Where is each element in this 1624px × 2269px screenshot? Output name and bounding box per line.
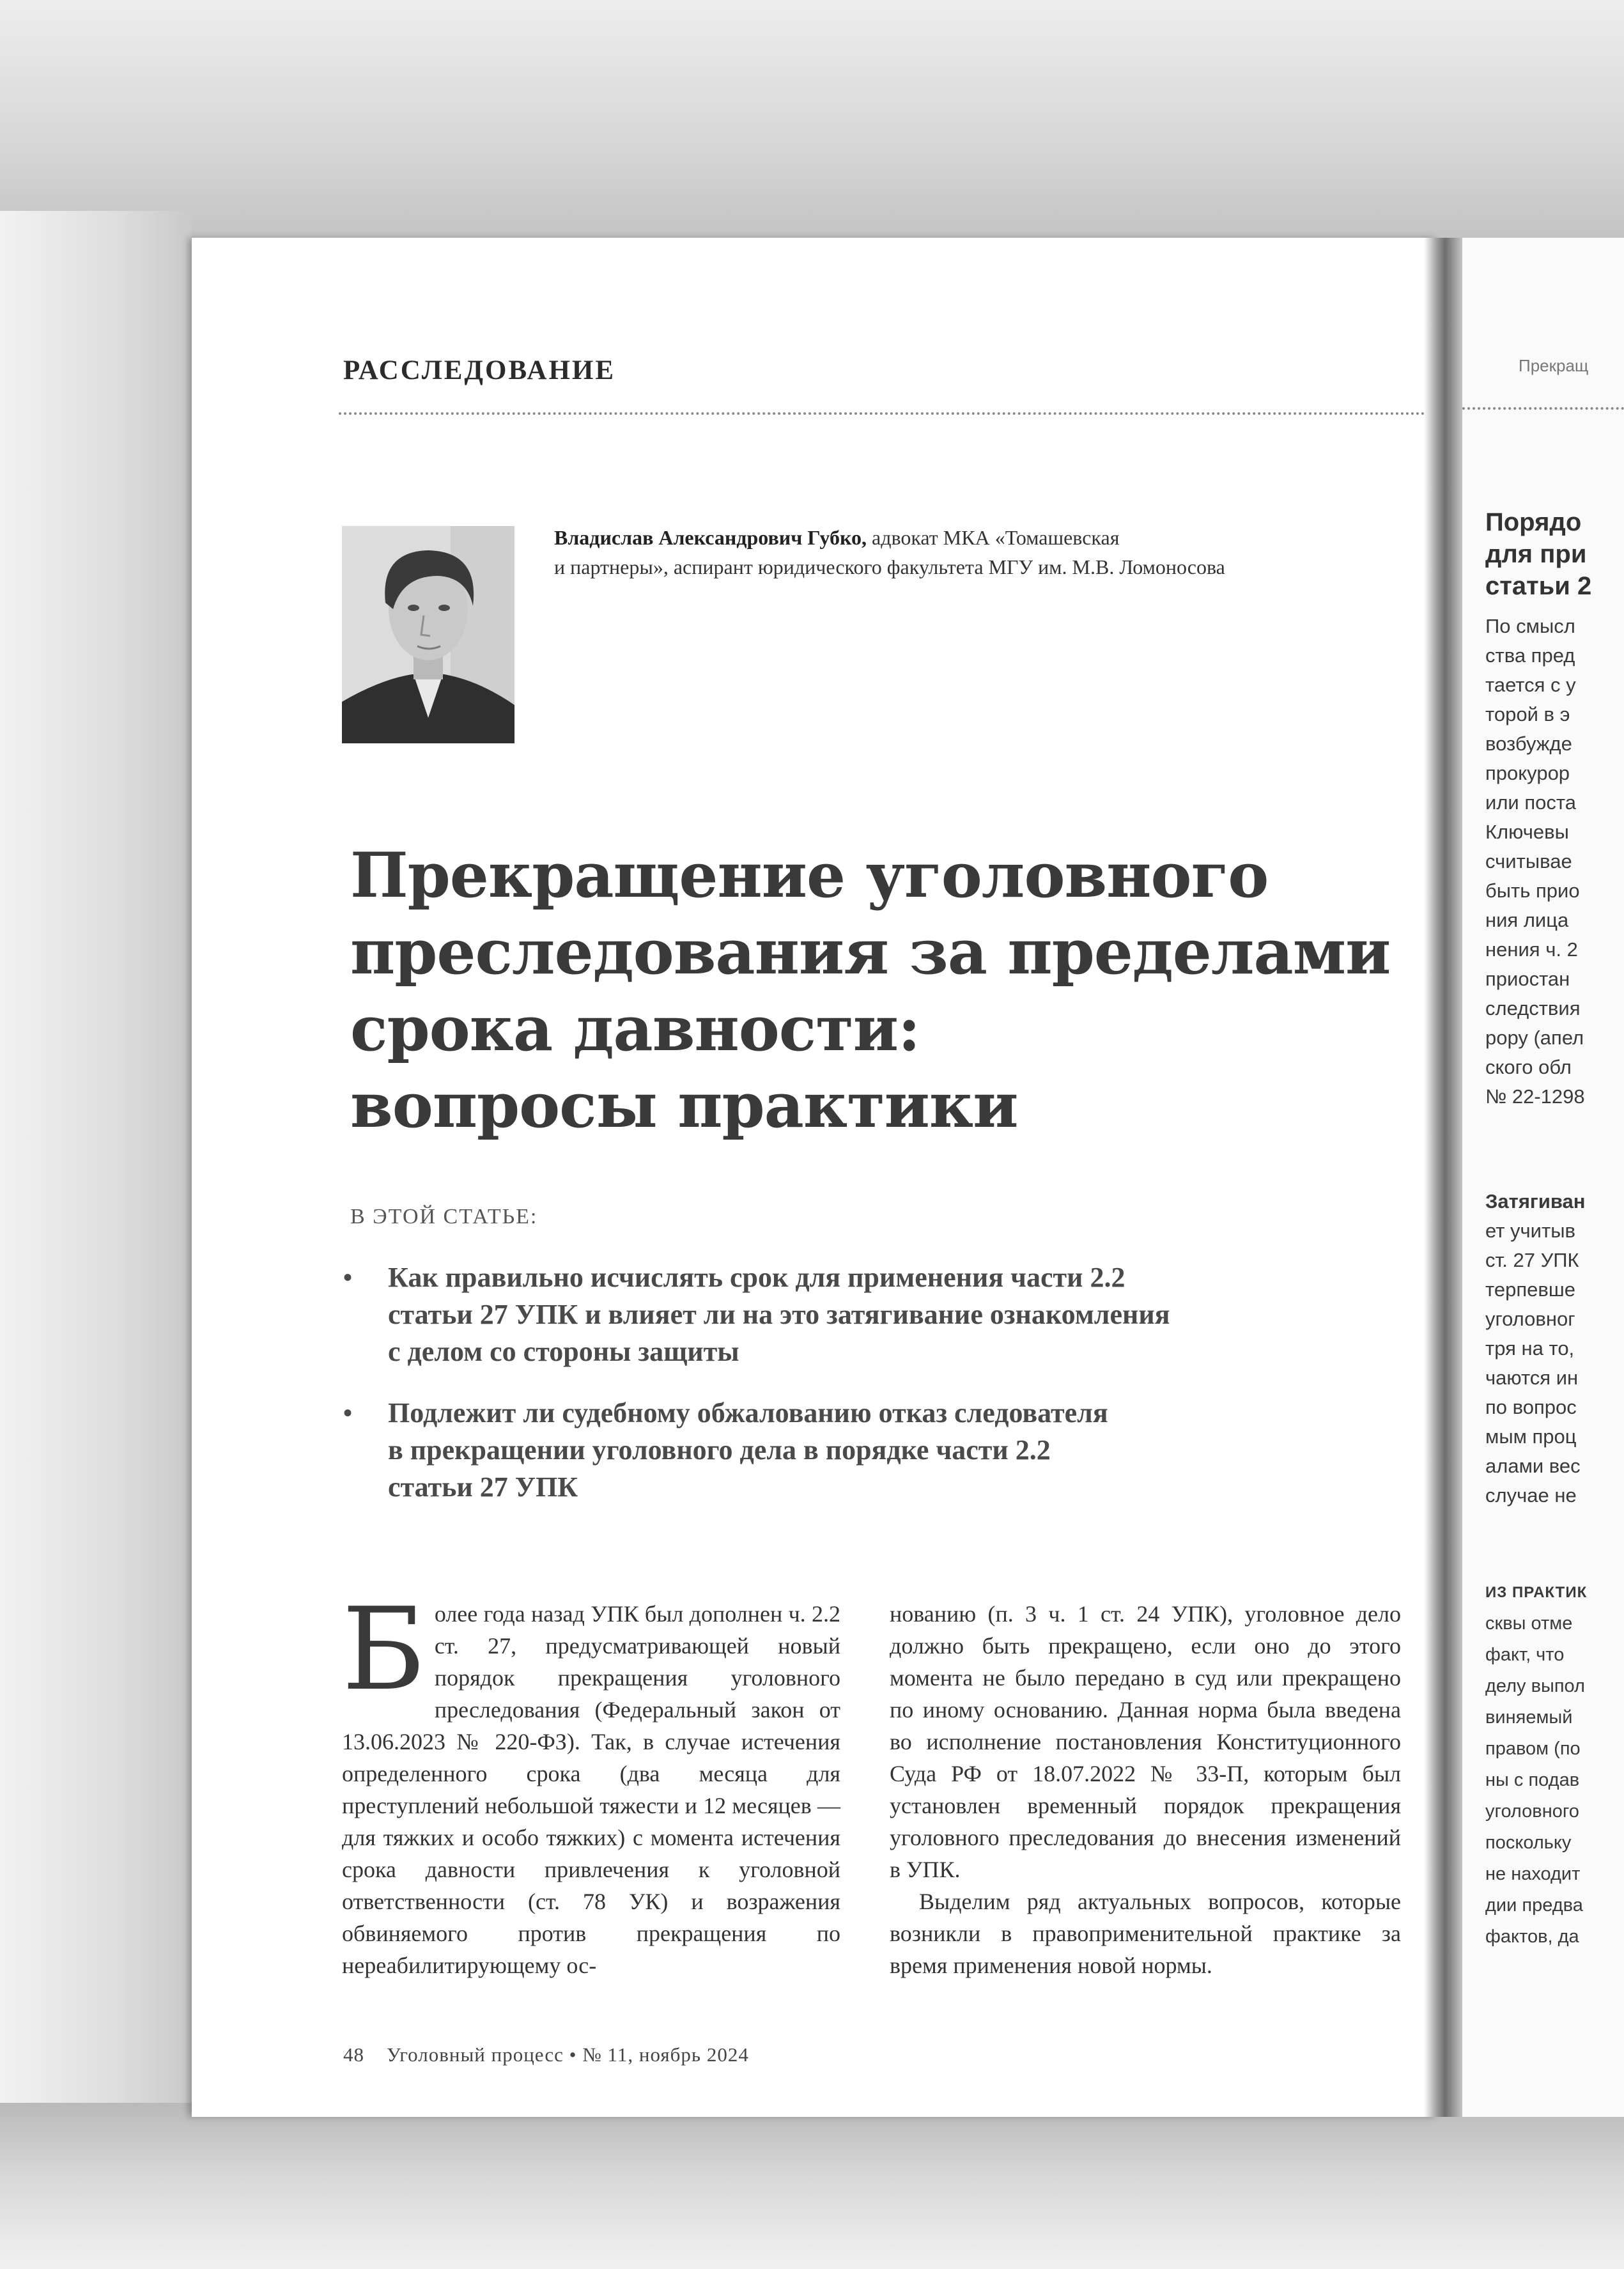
next-page-line: виняемый bbox=[1485, 1707, 1573, 1728]
next-page-line: по вопрос bbox=[1485, 1396, 1577, 1418]
next-page-line: ства пред bbox=[1485, 644, 1575, 667]
next-page-line: Ключевы bbox=[1485, 821, 1569, 843]
next-page-heading-line: для при bbox=[1485, 540, 1587, 568]
highlight-line: статьи 27 УПК и влияет ли на это затягивание ознакомления bbox=[388, 1299, 1170, 1330]
next-page-line: мым проц bbox=[1485, 1425, 1577, 1448]
next-page-line: ны с подав bbox=[1485, 1770, 1580, 1790]
next-page-line: По смысл bbox=[1485, 615, 1575, 637]
next-page-line: факт, что bbox=[1485, 1645, 1565, 1665]
next-page-line: № 22-1298 bbox=[1485, 1085, 1585, 1108]
next-page-line: уголовного bbox=[1485, 1801, 1579, 1822]
body-column-left bbox=[342, 1583, 840, 1981]
author-bio bbox=[554, 523, 1398, 582]
page-gutter bbox=[1424, 238, 1462, 2117]
next-page-line: или поста bbox=[1485, 791, 1576, 814]
next-page-line: ст. 27 УПК bbox=[1485, 1249, 1579, 1271]
body-paragraph: нованию (п. 3 ч. 1 ст. 24 УПК), уголовное дело должно быть прекращено, если оно до этого момента не было передано в суд или прекращено по иному основанию. Данная норма была введена во исполнение постановления Конституционного Суда РФ от 18.07.2022 № 33-П, которым был установлен временный порядок прекращения уголовного преследования до внесения изменений в УПК. bbox=[890, 1601, 1401, 1882]
section-title: РАССЛЕДОВАНИЕ bbox=[343, 355, 616, 385]
next-page-line: поскольку bbox=[1485, 1832, 1572, 1853]
article-highlights bbox=[342, 1259, 1396, 1530]
next-page-line: ния лица bbox=[1485, 909, 1569, 931]
next-page-line: фактов, да bbox=[1485, 1926, 1579, 1947]
next-page-line: торой в э bbox=[1485, 703, 1570, 725]
next-page-heading-line: статьи 2 bbox=[1485, 572, 1592, 600]
next-page-line: ет учитыв bbox=[1485, 1220, 1575, 1242]
next-page-line: тря на то, bbox=[1485, 1337, 1575, 1359]
article-title bbox=[350, 837, 1424, 1144]
drop-cap: Б bbox=[342, 1583, 426, 1715]
next-page-line: терпевше bbox=[1485, 1278, 1575, 1301]
highlight-line: с делом со стороны защиты bbox=[388, 1336, 739, 1367]
page-footer bbox=[343, 2043, 749, 2066]
article-title-line: вопросы практики bbox=[350, 1069, 1018, 1142]
author-photo bbox=[342, 526, 514, 743]
next-page-line: случае не bbox=[1485, 1484, 1577, 1506]
next-page-line: следствия bbox=[1485, 997, 1581, 1019]
next-page-text-a bbox=[1485, 612, 1585, 1111]
in-article-label: В ЭТОЙ СТАТЬЕ: bbox=[350, 1205, 538, 1228]
body-column-right bbox=[890, 1598, 1401, 1981]
highlight-item bbox=[342, 1259, 1396, 1370]
highlight-item bbox=[342, 1395, 1396, 1506]
scan-shadow-top bbox=[0, 0, 1624, 268]
highlight-line: статьи 27 УПК bbox=[388, 1471, 578, 1503]
next-page-line: рору (апел bbox=[1485, 1026, 1584, 1049]
highlight-line: в прекращении уголовного дела в порядке части 2.2 bbox=[388, 1434, 1051, 1466]
next-page-text-c bbox=[1485, 1577, 1587, 1953]
scan-shadow-bottom bbox=[0, 2103, 1624, 2269]
next-page-line: уголовног bbox=[1485, 1308, 1575, 1330]
next-page-line: сквы отме bbox=[1485, 1613, 1573, 1634]
journal-name: Уголовный процесс bbox=[387, 2043, 564, 2066]
body-paragraph bbox=[342, 1583, 840, 1981]
header-divider bbox=[339, 412, 1425, 415]
next-page-line: чаются ин bbox=[1485, 1367, 1579, 1389]
author-portrait-image bbox=[342, 526, 514, 743]
next-page-heading-line: Порядо bbox=[1485, 508, 1582, 536]
journal-issue: № 11, ноябрь 2024 bbox=[582, 2043, 749, 2066]
next-page-line: ского обл bbox=[1485, 1056, 1572, 1078]
scan-shadow-left bbox=[0, 211, 192, 2116]
next-page-line: быть прио bbox=[1485, 879, 1580, 902]
author-affiliation-line1: адвокат МКА «Томашевская bbox=[866, 526, 1120, 549]
next-page-heading bbox=[1485, 506, 1591, 602]
author-name: Владислав Александрович Губко, bbox=[554, 526, 867, 549]
next-page-line: нения ч. 2 bbox=[1485, 938, 1578, 961]
next-page-header: Прекращ bbox=[1519, 356, 1589, 375]
next-page-bold-line: Затягиван bbox=[1485, 1190, 1586, 1212]
next-page-line: алами вес bbox=[1485, 1455, 1581, 1477]
page-number: 48 bbox=[343, 2043, 364, 2066]
article-title-line: Прекращение уголовного bbox=[350, 839, 1269, 911]
bullet-icon: • bbox=[343, 1398, 353, 1427]
next-page-line: тается с у bbox=[1485, 674, 1576, 696]
next-page-line: приостан bbox=[1485, 968, 1570, 990]
next-page-line: дии предва bbox=[1485, 1895, 1583, 1916]
body-text: олее года назад УПК был дополнен ч. 2.2 ст. 27, предусматривающей новый порядок прекращения уголовного преследования (Федеральный закон от 13.06.2023 № 220-ФЗ). Так, в случае истечения определенного срока (два месяца для преступлений небольшой тяжести и 12 месяцев — для тяжких и особо тяжких) с момента истечения срока давности привлечения к уголовной ответственности (ст. 78 УК) и возражения обвиняемого против прекращения по нереабилитирующему ос- bbox=[342, 1601, 840, 1978]
next-page-divider bbox=[1462, 407, 1624, 410]
next-page-cropped bbox=[1462, 238, 1624, 2117]
next-page-line: правом (по bbox=[1485, 1739, 1581, 1759]
bullet-icon: • bbox=[343, 1263, 353, 1292]
footer-separator: • bbox=[569, 2043, 577, 2066]
highlight-line: Как правильно исчислять срок для применения части 2.2 bbox=[388, 1262, 1125, 1293]
next-page-line: прокурор bbox=[1485, 762, 1570, 784]
next-page-line: возбужде bbox=[1485, 732, 1572, 755]
next-page-line: делу выпол bbox=[1485, 1676, 1585, 1696]
next-page-line: не находит bbox=[1485, 1864, 1581, 1884]
article-title-line: срока давности: bbox=[350, 993, 920, 1065]
author-affiliation-line2: и партнеры», аспирант юридического факультета МГУ им. М.В. Ломоносова bbox=[554, 555, 1225, 578]
next-page-line: считывае bbox=[1485, 850, 1572, 872]
next-page-text-b bbox=[1485, 1187, 1586, 1510]
article-title-line: преследования за пределами bbox=[350, 916, 1391, 988]
body-paragraph: Выделим ряд актуальных вопросов, которые возникли в правоприменительной практике за время применения новой нормы. bbox=[890, 1889, 1401, 1978]
next-page-caps-line: ИЗ ПРАКТИК bbox=[1485, 1584, 1588, 1601]
highlight-line: Подлежит ли судебному обжалованию отказ следователя bbox=[388, 1397, 1108, 1429]
